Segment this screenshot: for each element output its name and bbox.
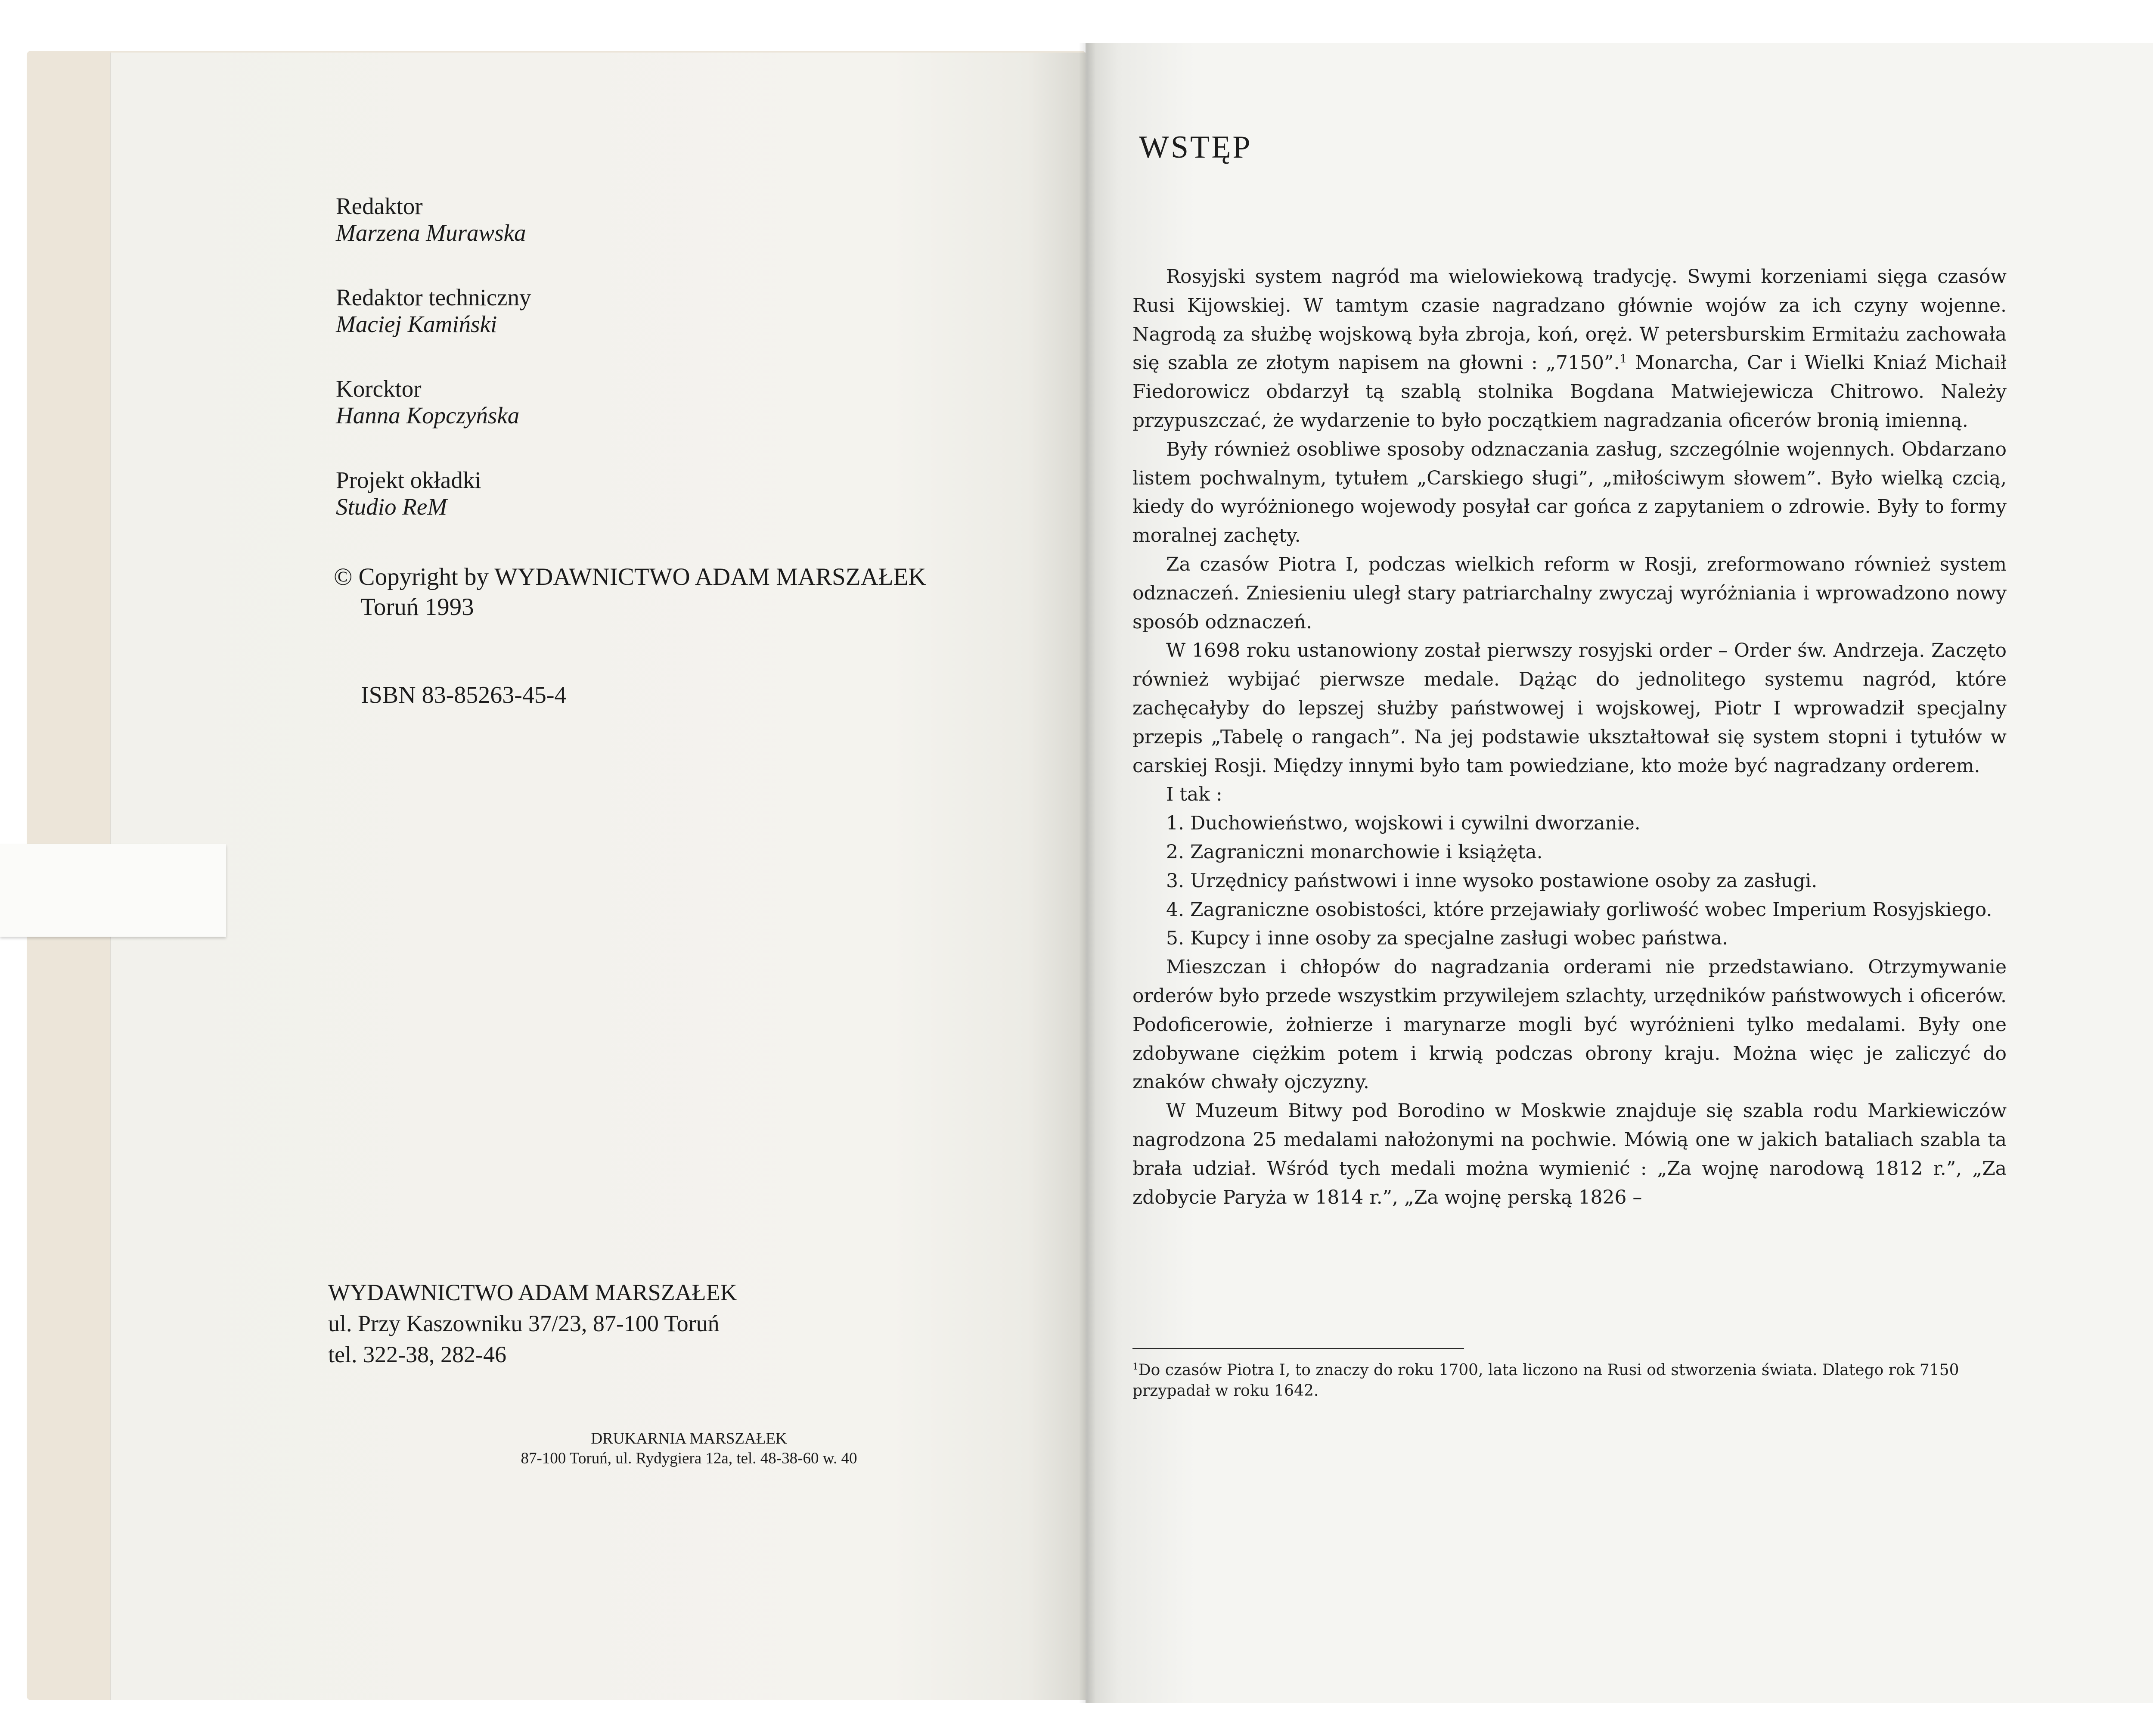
list-item: 2. Zagraniczni monarchowie i książęta. <box>1166 841 1543 863</box>
printer-name: DRUKARNIA MARSZAŁEK <box>591 1430 787 1447</box>
paragraph: Za czasów Piotra I, podczas wielkich reform w Rosji, zreformowano również system odznaczeń. Zniesieniu uległ stary patriarchalny zwyczaj wyróżniania i wprowadzono nowy sposób odznaczeń. <box>1132 553 2007 633</box>
footnote-text: Do czasów Piotra I, to znaczy do roku 1700, lata liczono na Rusi od stworzenia świata. Dlatego rok 7150 przypadał w roku 1642. <box>1132 1361 1959 1400</box>
list-item: 3. Urzędnicy państwowi i inne wysoko postawione osoby za zasługi. <box>1166 870 1818 892</box>
paragraph: I tak : <box>1166 783 1222 806</box>
footnote-reference: 1 <box>1619 352 1627 366</box>
printer-address: 87-100 Toruń, ul. Rydygiera 12a, tel. 48-38-60 w. 40 <box>521 1450 857 1467</box>
credit-label: Korcktor <box>336 376 422 402</box>
paragraph: Były również osobliwe sposoby odznaczania zasług, szczególnie wojennych. Obdarzano listem pochwalnym, tytułem „Carskiego sługi”, „miłościwym słowem”. Było wielką czcią, kiedy do wyróżnionego wojewody posyłał car gońca z zapytaniem o zdrowie. Były to formy moralnej zachęty. <box>1132 438 2007 547</box>
credit-technical-editor <box>336 284 939 338</box>
credit-proofreader <box>336 376 939 429</box>
credit-label: Redaktor <box>336 193 423 219</box>
list-item: 1. Duchowieństwo, wojskowi i cywilni dworzanie. <box>1166 812 1641 835</box>
footnote-number: 1 <box>1132 1361 1139 1372</box>
list-item: 5. Kupcy i inne osoby za specjalne zasługi wobec państwa. <box>1166 927 1728 950</box>
credit-label: Redaktor techniczny <box>336 284 531 311</box>
footnote-divider <box>1132 1348 1464 1349</box>
credit-name: Marzena Murawska <box>336 220 526 246</box>
chapter-title: WSTĘP <box>1139 130 1252 165</box>
list-item: 4. Zagraniczne osobistości, które przejawiały gorliwość wobec Imperium Rosyjskiego. <box>1166 898 1992 921</box>
paragraph-text: Rosyjski system nagród ma wielowiekową tradycję. Swymi korzeniami sięga czasów Rusi Kijowskiej. W tamtym czasie nagradzano głównie wojów za ich czyny wojenne. Nagrodą za służbę wojskową była zbroja, koń, oręż. W petersburskim Ermitażu zachowała się szabla ze złotym napisem na głowni : „7150”. <box>1132 266 2007 374</box>
copyright-notice <box>334 562 1109 622</box>
credit-name: Studio ReM <box>336 494 447 520</box>
paragraph: W 1698 roku ustanowiony został pierwszy rosyjski order – Order św. Andrzeja. Zaczęto również wybijać pierwsze medale. Dążąc do jednolitego systemu nagród, które zachęcałyby do lepszej służby państwowej i wojskowej, Piotr I wprowadził specjalny przepis „Tabelę o rangach”. Na jej podstawie ukształtował się system stopni i tytułów w carskiej Rosji. Między innymi było tam powiedziane, kto może być nagradzany orderem. <box>1132 640 2007 777</box>
credit-editor <box>336 193 939 246</box>
credit-label: Projekt okładki <box>336 467 481 493</box>
publisher-phone: tel. 322-38, 282-46 <box>328 1342 506 1367</box>
publisher-info <box>328 1277 845 1370</box>
bookmark-strip <box>0 844 226 937</box>
paragraph: Mieszczan i chłopów do nagradzania orderami nie przedstawiano. Otrzymywanie orderów było przede wszystkim przywilejem szlachty, urzędników państwowych i oficerów. Podoficerowie, żołnierze i marynarze mogli być wyróżnieni tylko medalami. Były one zdobywane ciężkim potem i krwią podczas obrony kraju. Można więc je zaliczyć do znaków chwały ojczyzny. <box>1132 956 2007 1093</box>
paragraph: W Muzeum Bitwy pod Borodino w Moskwie znajduje się szabla rodu Markiewiczów nagrodzona 25 medalami nałożonymi na pochwie. Mówią one w jakich bataliach szabla ta brała udział. Wśród tych medali można wymienić : „Za wojnę narodową 1812 r.”, „Za zdobycie Paryża w 1814 r.”, „Za wojnę perską 1826 – <box>1132 1100 2007 1208</box>
body-text <box>1132 263 2007 1212</box>
credits-list <box>336 193 939 558</box>
copyright-place: Toruń 1993 <box>360 593 474 621</box>
credit-name: Maciej Kamiński <box>336 311 497 337</box>
footnote <box>1132 1357 2007 1401</box>
paragraph <box>1132 263 2007 435</box>
printer-info <box>495 1429 883 1469</box>
publisher-address: ul. Przy Kaszowniku 37/23, 87-100 Toruń <box>328 1311 720 1336</box>
credit-cover-design <box>336 467 939 520</box>
isbn: ISBN 83-85263-45-4 <box>361 682 567 708</box>
credit-name: Hanna Kopczyńska <box>336 402 520 429</box>
publisher-name: WYDAWNICTWO ADAM MARSZAŁEK <box>328 1279 737 1305</box>
book-gutter <box>1079 43 1096 1703</box>
paragraph-continuation: Monarcha, Car i Wielki Kniaź Michaił Fiedorowicz obdarzył tą szablą stolnika Bogdana Matwiejewicza Chitrowo. Należy przypuszczać, że wydarzenie to było początkiem nagradzania oficerów bronią imienną. <box>1132 352 2007 432</box>
copyright-line: © Copyright by WYDAWNICTWO ADAM MARSZAŁEK <box>334 563 926 590</box>
